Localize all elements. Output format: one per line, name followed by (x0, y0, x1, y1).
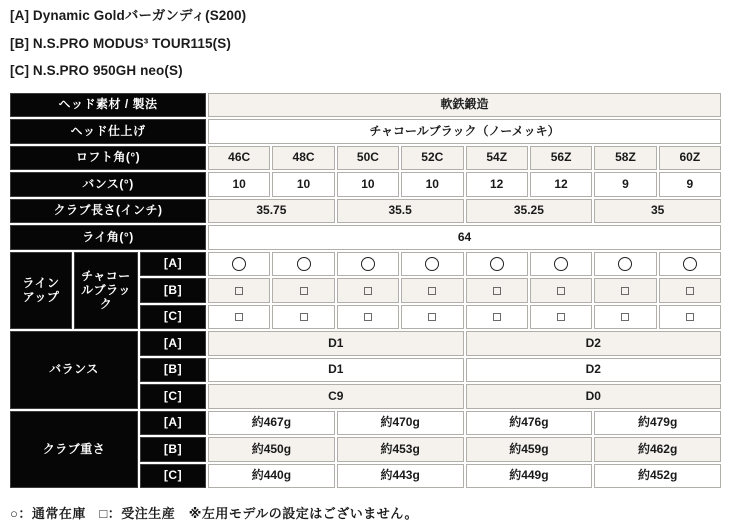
square-icon (364, 313, 372, 321)
row-length (10, 199, 721, 224)
weight-value: 約462g (594, 437, 721, 462)
square-icon (621, 313, 629, 321)
order-mark-cell (594, 305, 656, 330)
square-icon (557, 313, 565, 321)
weight-key-b: [B] (140, 437, 206, 462)
square-icon (235, 287, 243, 295)
head-material-value: 軟鉄鍛造 (208, 93, 721, 118)
circle-icon (618, 257, 632, 271)
loft-value: 58Z (594, 146, 656, 171)
row-label-lineup: ラインアップ (10, 252, 72, 330)
balance-value: D0 (466, 384, 722, 409)
length-value: 35 (594, 199, 721, 224)
weight-value: 約476g (466, 411, 593, 436)
loft-value: 50C (337, 146, 399, 171)
stock-mark-cell (401, 252, 463, 277)
stock-mark-cell (272, 252, 334, 277)
stock-mark-cell (659, 252, 721, 277)
lineup-finish-label: チャコールブラック (74, 252, 138, 330)
loft-value: 54Z (466, 146, 528, 171)
square-icon (300, 313, 308, 321)
order-mark-cell (466, 278, 528, 303)
order-mark-cell (272, 278, 334, 303)
length-value: 35.25 (466, 199, 593, 224)
row-lineup-a (10, 252, 721, 277)
head-finish-value: チャコールブラック（ノーメッキ） (208, 119, 721, 144)
order-mark-cell (208, 305, 270, 330)
square-icon (235, 313, 243, 321)
order-mark-cell (594, 278, 656, 303)
balance-value: D2 (466, 331, 722, 356)
lineup-key-c: [C] (140, 305, 206, 330)
weight-value: 約479g (594, 411, 721, 436)
bounce-value: 12 (530, 172, 592, 197)
stock-mark-cell (466, 252, 528, 277)
weight-value: 約467g (208, 411, 335, 436)
order-mark-cell (337, 305, 399, 330)
balance-key-c: [C] (140, 384, 206, 409)
balance-value: D1 (208, 331, 464, 356)
bounce-value: 10 (401, 172, 463, 197)
square-icon (493, 287, 501, 295)
lineup-key-b: [B] (140, 278, 206, 303)
loft-value: 56Z (530, 146, 592, 171)
weight-value: 約470g (337, 411, 464, 436)
shaft-line-c: [C] N.S.PRO 950GH neo(S) (10, 63, 183, 78)
row-head-material (10, 93, 721, 118)
order-mark-cell (208, 278, 270, 303)
shaft-list (10, 8, 723, 78)
order-mark-cell (337, 278, 399, 303)
shaft-line-a: [A] Dynamic Goldバーガンディ(S200) (10, 8, 247, 23)
bounce-value: 10 (272, 172, 334, 197)
order-mark-cell (659, 305, 721, 330)
square-icon (300, 287, 308, 295)
order-mark-cell (401, 305, 463, 330)
stock-legend: ○：通常在庫 □：受注生産 ※左用モデルの設定はございません。 (10, 506, 418, 521)
circle-icon (425, 257, 439, 271)
stock-mark-cell (208, 252, 270, 277)
square-icon (686, 313, 694, 321)
circle-icon (490, 257, 504, 271)
balance-value: D2 (466, 358, 722, 383)
square-icon (364, 287, 372, 295)
weight-value: 約443g (337, 464, 464, 489)
row-label-loft: ロフト角(°) (10, 146, 206, 171)
circle-icon (297, 257, 311, 271)
row-label-balance: バランス (10, 331, 138, 409)
length-value: 35.5 (337, 199, 464, 224)
row-label-length: クラブ長さ(インチ) (10, 199, 206, 224)
balance-key-b: [B] (140, 358, 206, 383)
bounce-value: 10 (208, 172, 270, 197)
square-icon (493, 313, 501, 321)
lie-value: 64 (208, 225, 721, 250)
weight-value: 約449g (466, 464, 593, 489)
stock-mark-cell (337, 252, 399, 277)
weight-value: 約450g (208, 437, 335, 462)
row-bounce (10, 172, 721, 197)
balance-value: C9 (208, 384, 464, 409)
square-icon (557, 287, 565, 295)
row-loft (10, 146, 721, 171)
stock-mark-cell (530, 252, 592, 277)
order-mark-cell (272, 305, 334, 330)
shaft-line-b: [B] N.S.PRO MODUS³ TOUR115(S) (10, 35, 231, 51)
circle-icon (232, 257, 246, 271)
row-label-weight: クラブ重さ (10, 411, 138, 489)
circle-icon (683, 257, 697, 271)
order-mark-cell (659, 278, 721, 303)
weight-value: 約453g (337, 437, 464, 462)
bounce-value: 9 (659, 172, 721, 197)
stock-mark-cell (594, 252, 656, 277)
row-label-lie: ライ角(°) (10, 225, 206, 250)
length-value: 35.75 (208, 199, 335, 224)
order-mark-cell (530, 305, 592, 330)
square-icon (621, 287, 629, 295)
square-icon (428, 313, 436, 321)
circle-icon (554, 257, 568, 271)
loft-value: 52C (401, 146, 463, 171)
row-label-head-material: ヘッド素材 / 製法 (10, 93, 206, 118)
weight-key-c: [C] (140, 464, 206, 489)
row-balance-a (10, 331, 721, 356)
row-label-bounce: バンス(°) (10, 172, 206, 197)
spec-table (8, 91, 723, 491)
circle-icon (361, 257, 375, 271)
balance-value: D1 (208, 358, 464, 383)
weight-value: 約440g (208, 464, 335, 489)
row-weight-a (10, 411, 721, 436)
bounce-value: 9 (594, 172, 656, 197)
bounce-value: 12 (466, 172, 528, 197)
weight-value: 約459g (466, 437, 593, 462)
order-mark-cell (530, 278, 592, 303)
order-mark-cell (401, 278, 463, 303)
square-icon (428, 287, 436, 295)
row-label-head-finish: ヘッド仕上げ (10, 119, 206, 144)
bounce-value: 10 (337, 172, 399, 197)
weight-value: 約452g (594, 464, 721, 489)
loft-value: 60Z (659, 146, 721, 171)
row-lie (10, 225, 721, 250)
order-mark-cell (466, 305, 528, 330)
loft-value: 48C (272, 146, 334, 171)
square-icon (686, 287, 694, 295)
balance-key-a: [A] (140, 331, 206, 356)
loft-value: 46C (208, 146, 270, 171)
weight-key-a: [A] (140, 411, 206, 436)
lineup-key-a: [A] (140, 252, 206, 277)
row-head-finish (10, 119, 721, 144)
